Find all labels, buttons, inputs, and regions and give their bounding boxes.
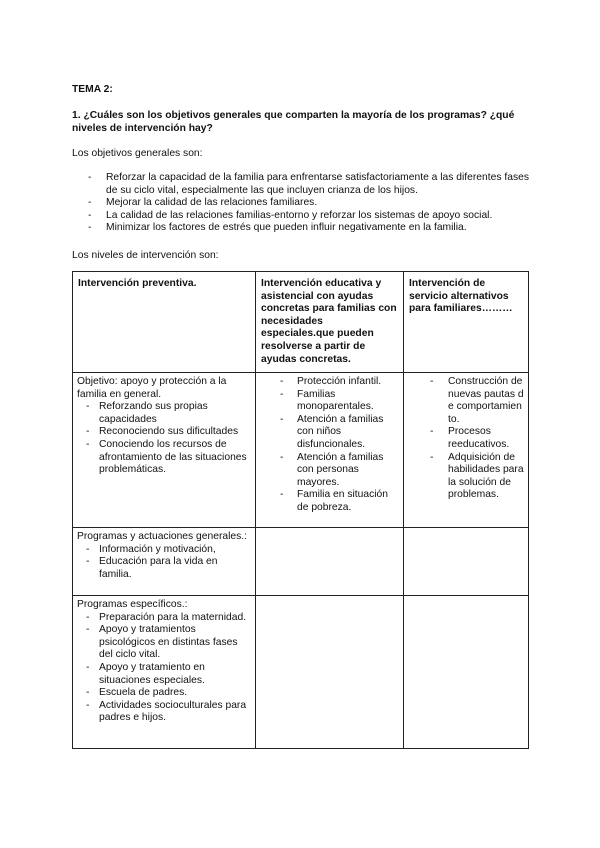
table-cell (404, 373, 529, 528)
list-item: - Familia en situación de pobreza. (260, 489, 399, 514)
table-cell-empty (404, 528, 529, 596)
cell-list (408, 376, 524, 502)
list-item: - Conociendo los recursos de afrontamiento de las situaciones problemáticas. (77, 439, 251, 477)
table-row (73, 596, 529, 749)
intervention-levels-table (72, 271, 529, 749)
list-item: - Procesos reeducativos. (408, 426, 524, 451)
objectives-list (86, 172, 536, 235)
section-heading: TEMA 2: (72, 84, 113, 95)
table-cell-empty (256, 528, 404, 596)
cell-list (77, 401, 251, 477)
header-educational: Intervención educativa y asistencial con ayudas concretas para familias con necesidades especiales.que pueden resolverse a partir de ayudas concretas. (256, 272, 404, 373)
list-item: - Construcción de nuevas pautas de comportamiento. (408, 376, 524, 426)
objective-item: - Reforzar la capacidad de la familia para enfrentarse satisfactoriamente a las diferentes fases de su ciclo vital, especialmente las que incluyen crianza de los hijos. (86, 172, 536, 197)
table-cell-empty (256, 596, 404, 749)
table-row (73, 528, 529, 596)
cell-intro: Programas específicos.: (77, 599, 188, 610)
header-preventive: Intervención preventiva. (73, 272, 256, 373)
table-row (73, 373, 529, 528)
objectives-intro: Los objetivos generales son: (72, 148, 203, 159)
list-item: - Reconociendo sus dificultades (77, 426, 251, 439)
list-item: - Educación para la vida en familia. (77, 556, 251, 581)
list-item: - Atención a familias con niños disfuncionales. (260, 414, 399, 452)
list-item: - Preparación para la maternidad. (77, 612, 251, 625)
list-item: - Escuela de padres. (77, 687, 251, 700)
question-text: 1. ¿Cuáles son los objetivos generales que comparten la mayoría de los programas? ¿qué niveles de intervención hay? (72, 110, 515, 134)
list-item: - Atención a familias con personas mayores. (260, 452, 399, 490)
cell-intro: Objetivo: apoyo y protección a la familia en general. (77, 376, 227, 400)
table-header-row (73, 272, 529, 373)
table-cell (73, 528, 256, 596)
table-cell (73, 596, 256, 749)
header-alternative: Intervención de servicio alternativos para familiares……… (404, 272, 529, 373)
cell-list (77, 612, 251, 725)
objective-item: - Mejorar la calidad de las relaciones familiares. (86, 197, 536, 210)
list-item: - Familias monoparentales. (260, 389, 399, 414)
list-item: - Protección infantil. (260, 376, 399, 389)
objective-item: - Minimizar los factores de estrés que pueden influir negativamente en la familia. (86, 222, 536, 235)
objective-item: - La calidad de las relaciones familias-entorno y reforzar los sistemas de apoyo social. (86, 210, 536, 223)
list-item: - Reforzando sus propias capacidades (77, 401, 251, 426)
cell-list (77, 544, 251, 582)
list-item: - Apoyo y tratamiento en situaciones especiales. (77, 662, 251, 687)
table-cell (256, 373, 404, 528)
cell-intro: Programas y actuaciones generales.: (77, 531, 247, 542)
levels-intro: Los niveles de intervención son: (72, 250, 219, 261)
table-cell (73, 373, 256, 528)
cell-list (260, 376, 399, 515)
list-item: - Información y motivación, (77, 544, 251, 557)
list-item: - Adquisición de habilidades para la solución de problemas. (408, 452, 524, 502)
table-cell-empty (404, 596, 529, 749)
list-item: - Apoyo y tratamientos psicológicos en distintas fases del ciclo vital. (77, 624, 251, 662)
list-item: - Actividades socioculturales para padres e hijos. (77, 700, 251, 725)
